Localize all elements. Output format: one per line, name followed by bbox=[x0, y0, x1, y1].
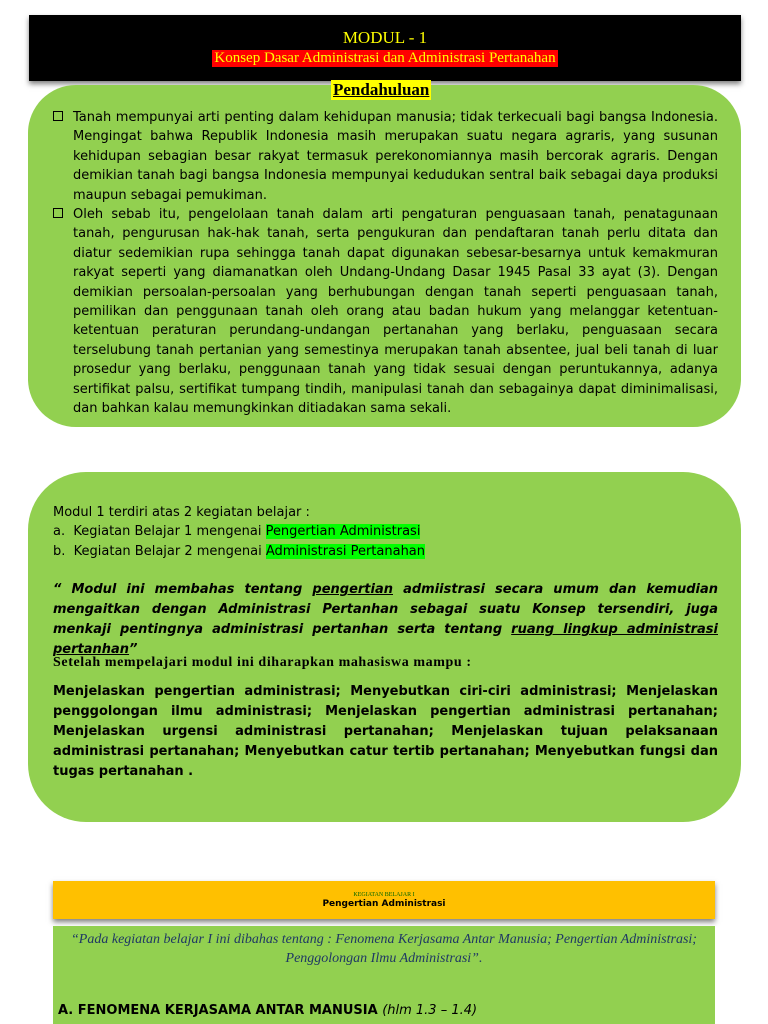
learning-activity-banner bbox=[53, 881, 715, 919]
checkbox-bullet-icon bbox=[53, 111, 63, 121]
module-item-b-highlight: Administrasi Pertanahan bbox=[265, 544, 426, 559]
learning-activity-label: KEGIATAN BELAJAR I bbox=[353, 892, 415, 898]
intro-heading: Pendahuluan bbox=[333, 80, 430, 99]
module-item-a-highlight: Pengertian Administrasi bbox=[265, 524, 421, 539]
module-title: Konsep Dasar Administrasi dan Administrasi Pertanahan bbox=[214, 50, 556, 66]
intro-bullet bbox=[53, 108, 718, 205]
module-item-a-prefix: a. Kegiatan Belajar 1 mengenai bbox=[53, 524, 266, 539]
objective-heading: Setelah mempelajari modul ini diharapkan mahasiswa mampu : bbox=[53, 655, 472, 670]
section-a-pages: (hlm 1.3 – 1.4) bbox=[382, 1003, 478, 1018]
learning-activity-title: Pengertian Administrasi bbox=[322, 899, 446, 909]
checkbox-bullet-icon bbox=[53, 208, 63, 218]
section-a-heading bbox=[58, 1003, 477, 1018]
section-a-title: A. FENOMENA KERJASAMA ANTAR MANUSIA bbox=[58, 1003, 378, 1018]
intro-bullet-text: Oleh sebab itu, pengelolaan tanah dalam arti pengaturan penguasaan tanah, penatagunaan tanah, pengurusan hak-hak tanah, serta pengukuran dan pendaftaran tanah perlu ditata dan diatur sedemikian rupa sehingga tanah dapat digunakan sebesar-besarnya untuk kemakmuran rakyat seperti yang diamanatkan oleh Undang-Undang Dasar 1945 Pasal 33 ayat (3). Dengan demikian persoalan-persoalan yang berhubungan dengan tanah seperti penguasaan tanah, pemilikan dan penggunaan tanah oleh orang atau badan hukum yang melanggar ketentuan-ketentuan peraturan perundang-undangan pertanahan yang berlaku, penguasaan secara terselubung tanah pertanian yang semestinya merupakan tanah absentee, jual beli tanah di luar prosedur yang berlaku, penggunaan tanah yang tidak sesuai dengan peruntukannya, adanya sertifikat palsu, sertifikat tumpang tindih, manipulasi tanah dan sebagainya dapat diminimalisasi, dan bahkan kalau memungkinkan ditiadakan sama sekali. bbox=[73, 207, 718, 417]
quote-underline: ruang lingkup administrasi pertanhan bbox=[53, 622, 718, 657]
quote-end: ” bbox=[129, 642, 138, 657]
module-item-b bbox=[53, 542, 718, 562]
intro-bullet bbox=[53, 205, 718, 418]
module-item-a bbox=[53, 522, 718, 542]
module-number: MODUL - 1 bbox=[342, 28, 428, 47]
quote-part: “ Modul ini membahas tentang bbox=[53, 582, 313, 597]
objective-list: Menjelaskan pengertian administrasi; Menyebutkan ciri-ciri administrasi; Menjelaskan penggolongan ilmu administrasi; Menjelaskan pengertian administrasi pertanahan; Menjelaskan urgensi administrasi pertanahan; Menjelaskan tujuan pelaksanaan administrasi pertanahan; Menyebutkan catur tertib pertanahan; Menyebutkan fungsi dan tugas pertanahan . bbox=[53, 684, 718, 779]
module-summary-quote bbox=[53, 580, 718, 660]
quote-part: admiistrasi secara umum dan kemudian mengaitkan dengan Administrasi Pertanhan sebagai suatu Konsep tersendiri, juga menkaji pentingnya administrasi pertanhan serta tentang bbox=[53, 582, 718, 637]
quote-underline: pengertian bbox=[312, 582, 393, 597]
module-info-line: Modul 1 terdiri atas 2 kegiatan belajar : bbox=[53, 505, 310, 520]
learning-activity-intro: “Pada kegiatan belajar I ini dibahas tentang : Fenomena Kerjasama Antar Manusia; Pengertian Administrasi; Penggolongan Ilmu Administrasi”. bbox=[71, 932, 697, 966]
module-header bbox=[29, 15, 741, 81]
intro-bullet-text: Tanah mempunyai arti penting dalam kehidupan manusia; tidak terkecuali bagi bangsa Indonesia. Mengingat bahwa Republik Indonesia masih merupakan suatu negara agraris, yang susunan kehidupan sebagian besar rakyat termasuk perekonomiannya masih bercorak agraris. Dengan demikian tanah bagi bangsa Indonesia mempunyai kedudukan sentral baik sebagai daya produksi maupun sebagai pemukiman. bbox=[73, 110, 718, 203]
module-item-b-prefix: b. Kegiatan Belajar 2 mengenai bbox=[53, 544, 266, 559]
